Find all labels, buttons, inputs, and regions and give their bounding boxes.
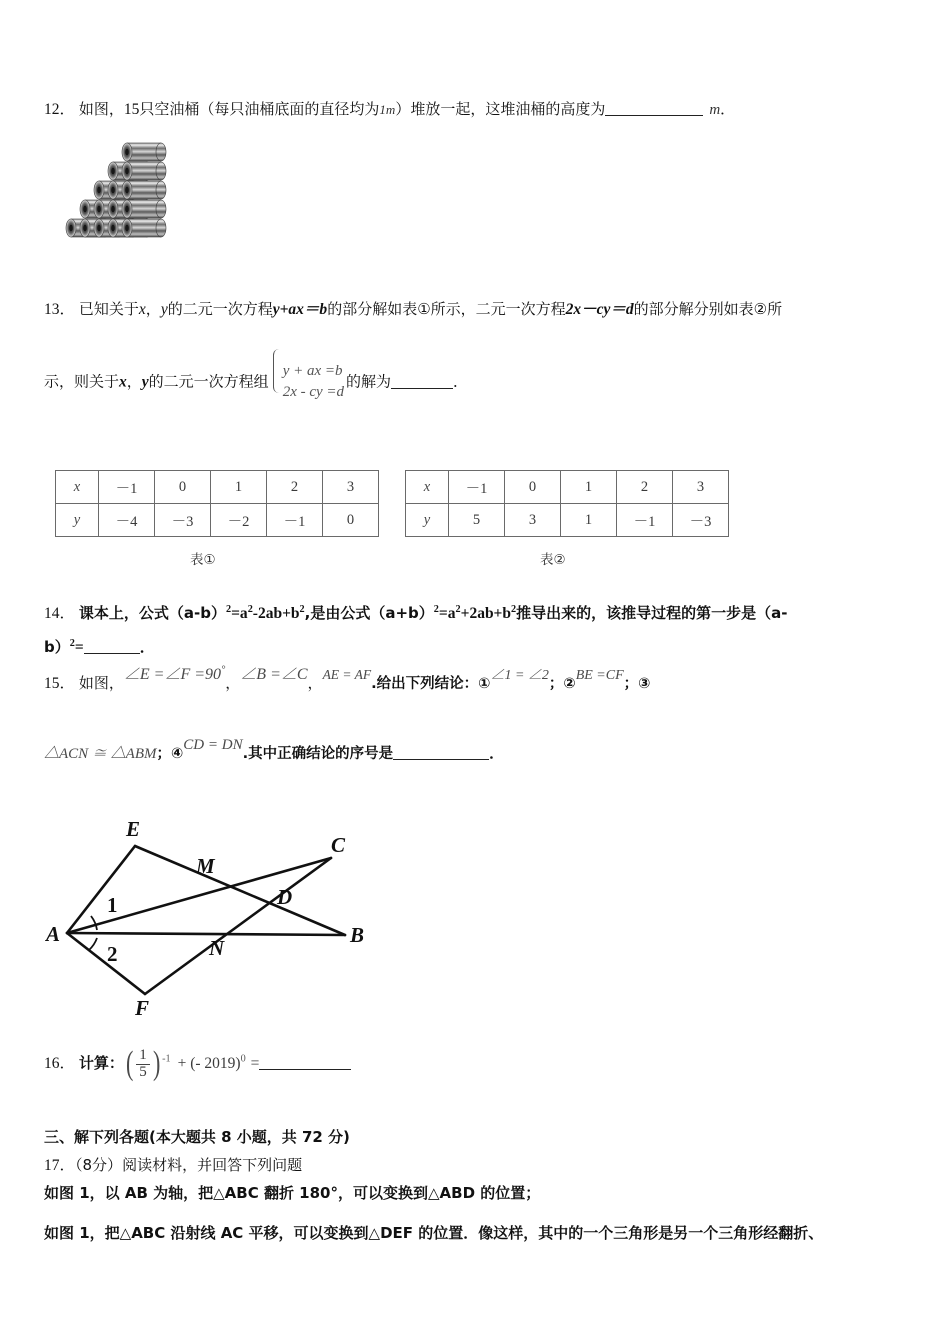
angle-2-arc — [89, 938, 97, 950]
q14-text-c: 推导出来的，该推导过程的第一步是（a- — [516, 604, 788, 622]
q13-comma-2: ， — [126, 372, 142, 391]
q13-comma-1: ， — [145, 300, 161, 318]
right-paren: ) — [152, 1045, 161, 1083]
triangle-overlap-figure — [45, 808, 385, 1023]
label-A: A — [46, 922, 61, 946]
table1-cell-0-2: 0 — [155, 471, 211, 504]
question-13-answer-blank[interactable] — [391, 388, 453, 389]
question-13-line-2 — [44, 362, 664, 404]
question-12-answer-blank[interactable] — [605, 115, 703, 116]
question-16-exponent-2: 0 — [240, 1053, 246, 1065]
table2-cell-0-2: 0 — [505, 471, 561, 504]
fraction-denominator: 5 — [139, 1063, 147, 1080]
left-paren: ( — [125, 1045, 134, 1083]
table-row — [56, 471, 379, 504]
question-16-plus-term: + (- 2019) — [177, 1054, 241, 1072]
q13-text-e: 示，则关于 — [44, 372, 120, 391]
table1-cell-1-3: －2 — [211, 504, 267, 537]
question-15-answer-blank[interactable] — [393, 759, 489, 760]
q14-sup-4: 2 — [433, 603, 439, 615]
table2-cell-0-0: x — [406, 471, 449, 504]
system-equation-2: 2x - cy =d — [282, 384, 345, 400]
q13-text-b: 的二元一次方程 — [167, 300, 273, 318]
question-16-equals: = — [250, 1054, 260, 1072]
question-12-text-a: 如图， — [78, 100, 124, 118]
question-15-line-1 — [44, 664, 934, 698]
table2-cell-1-3: 1 — [561, 504, 617, 537]
table1-cell-1-1: －4 — [99, 504, 155, 537]
q13-text-d: 的部分解分别如表②所 — [633, 300, 783, 318]
q15-condition-1 — [124, 666, 225, 683]
q15-cond1-degree: ° — [221, 664, 226, 676]
table-row — [56, 504, 379, 537]
question-13-number: 13． — [44, 301, 76, 318]
table2-cell-0-5: 3 — [673, 471, 729, 504]
q13-var-y: y — [160, 301, 168, 318]
question-17-heading — [44, 1152, 934, 1179]
q15-text-a: 如图， — [78, 674, 124, 692]
table-1 — [55, 470, 379, 537]
q13-text-f: 的二元一次方程组 — [148, 372, 269, 391]
table2-cell-1-2: 3 — [505, 504, 561, 537]
q14-line2-sup: 2 — [69, 637, 75, 649]
table2-cell-0-3: 1 — [561, 471, 617, 504]
table2-cell-0-4: 2 — [617, 471, 673, 504]
q15-condition-2: ∠B =∠C — [240, 666, 308, 683]
table2-cell-1-1: 5 — [449, 504, 505, 537]
table1-cell-1-5: 0 — [323, 504, 379, 537]
table1-cell-0-1: －1 — [99, 471, 155, 504]
table1-cell-1-4: －1 — [267, 504, 323, 537]
q15-text-c: .其中正确结论的序号是 — [242, 746, 394, 762]
q14-line2-a: b） — [44, 638, 70, 656]
question-17-score: （8分） — [75, 1156, 123, 1174]
fraction-one-fifth — [136, 1048, 150, 1081]
q15-conclusion-1: ∠1 = ∠2 — [490, 668, 549, 683]
label-M: M — [196, 854, 215, 878]
question-14-line-1 — [44, 600, 934, 627]
question-12-text-c: ）堆放一起，这堆油桶的高度为 — [395, 100, 606, 118]
label-F: F — [135, 996, 150, 1020]
label-D: D — [277, 885, 293, 909]
segment-AE — [67, 846, 135, 933]
q14-sup-1: 2 — [225, 603, 232, 615]
q14-sup-3: 2 — [299, 603, 305, 615]
label-N: N — [209, 936, 225, 960]
question-15-number: 15． — [44, 675, 76, 692]
question-12-period: ． — [720, 100, 736, 118]
label-angle-1: 1 — [107, 893, 118, 917]
question-14-line-2 — [44, 634, 444, 661]
question-12-diameter: 1m — [379, 102, 396, 117]
question-13-line-1 — [44, 296, 929, 323]
label-angle-2: 2 — [107, 942, 118, 966]
q15-semi-1: ；② — [548, 676, 576, 692]
question-16-answer-blank[interactable] — [259, 1069, 351, 1070]
table2-cell-0-1: －1 — [449, 471, 505, 504]
question-14-answer-blank[interactable] — [84, 653, 140, 654]
question-16 — [44, 1045, 544, 1083]
q13-var-x: x — [138, 301, 146, 318]
angle-1-arc — [91, 916, 97, 930]
q13-equation-1: y+ax＝b — [272, 301, 328, 318]
question-17-paragraph-2: 如图 1，把△ABC 沿射线 AC 平移，可以变换到△DEF 的位置．像这样，其中的一个三角形是另一个三角形经翻折、 — [44, 1224, 824, 1242]
q14-line2-end: ． — [139, 638, 155, 656]
question-17-number: 17． — [44, 1157, 76, 1174]
q13-text-a: 已知关于 — [78, 300, 139, 318]
question-12-count: 15 — [123, 101, 140, 118]
q15-semi-2: ；③ — [623, 676, 651, 692]
question-12-unit: m — [709, 102, 721, 118]
q13-period: ． — [453, 372, 469, 391]
q14-text-b: ,是由公式（a+b） — [304, 604, 434, 622]
q14-eq-a: =a — [231, 605, 248, 622]
q15-text-end: ． — [489, 744, 505, 762]
q15-cond1-text: ∠E =∠F =90 — [123, 666, 222, 683]
section-3-heading: 三、解下列各题(本大题共 8 小题，共 72 分) — [44, 1128, 350, 1146]
segment-EB — [135, 846, 345, 935]
q15-semi-3: ；④ — [156, 746, 184, 762]
question-16-label: 计算： — [78, 1053, 124, 1072]
table2-cell-1-4: －1 — [617, 504, 673, 537]
table-row — [406, 504, 729, 537]
question-14-number: 14． — [44, 605, 76, 622]
q15-sep-2: ， — [307, 674, 323, 692]
q14-sup-5: 2 — [455, 603, 461, 615]
q14-eq-c: =a — [438, 605, 456, 622]
segment-AF — [67, 933, 145, 994]
table-row — [406, 471, 729, 504]
q15-conclusion-4: CD = DN — [183, 737, 243, 753]
q15-condition-3: AE = AF — [322, 667, 372, 682]
q14-sup-2: 2 — [247, 603, 253, 615]
q13-equation-2: 2x－cy＝d — [565, 301, 634, 318]
q15-sep-1: ， — [225, 674, 241, 692]
table-2-caption: 表② — [540, 552, 566, 568]
table2-cell-1-0: y — [406, 504, 449, 537]
table1-cell-0-5: 3 — [323, 471, 379, 504]
question-15-line-2 — [44, 737, 684, 767]
q13-var-x2: x — [119, 373, 127, 391]
equation-system — [271, 361, 344, 403]
segment-FC — [145, 858, 331, 994]
q13-var-y2: y — [141, 373, 149, 391]
q13-text-c: 的部分解如表①所示，二元一次方程 — [327, 300, 566, 318]
question-17-paragraph-1: 如图 1，以 AB 为轴，把△ABC 翻折 180°，可以变换到△ABD 的位置； — [44, 1184, 541, 1202]
question-16-number: 16． — [44, 1054, 76, 1072]
question-12 — [44, 96, 924, 123]
stacked-oil-barrels — [58, 140, 208, 255]
question-12-number: 12． — [44, 101, 76, 118]
q14-eq-d: +2ab+b — [460, 605, 512, 622]
table2-cell-1-5: －3 — [673, 504, 729, 537]
label-C: C — [331, 833, 346, 857]
system-equation-1: y + ax =b — [282, 363, 343, 379]
label-E: E — [126, 817, 141, 841]
table-2 — [405, 470, 729, 537]
q15-text-b: .给出下列结论：① — [371, 676, 491, 692]
table1-cell-0-0: x — [56, 471, 99, 504]
table1-cell-1-2: －3 — [155, 504, 211, 537]
label-B: B — [350, 923, 365, 947]
q14-line2-eq: = — [74, 639, 84, 656]
q13-text-g: 的解为 — [346, 372, 392, 391]
question-17-text: 阅读材料，并回答下列问题 — [122, 1156, 303, 1174]
table1-cell-0-4: 2 — [267, 471, 323, 504]
q14-sup-6: 2 — [511, 603, 517, 615]
q15-conclusion-3: △ACN ≅ △ABM — [44, 746, 157, 762]
question-12-text-b: 只空油桶（每只油桶底面的直径均为 — [139, 100, 380, 118]
table1-cell-1-0: y — [56, 504, 99, 537]
table-1-caption: 表① — [190, 552, 216, 568]
q15-conclusion-2: BE =CF — [575, 668, 624, 683]
segment-AB — [67, 933, 345, 935]
question-16-exponent: -1 — [162, 1053, 171, 1065]
table1-cell-0-3: 1 — [211, 471, 267, 504]
barrel-stack — [66, 143, 166, 237]
q14-text-a: 课本上，公式（a-b） — [78, 604, 226, 622]
fraction-numerator: 1 — [136, 1048, 150, 1065]
q14-eq-b: -2ab+b — [252, 605, 300, 622]
